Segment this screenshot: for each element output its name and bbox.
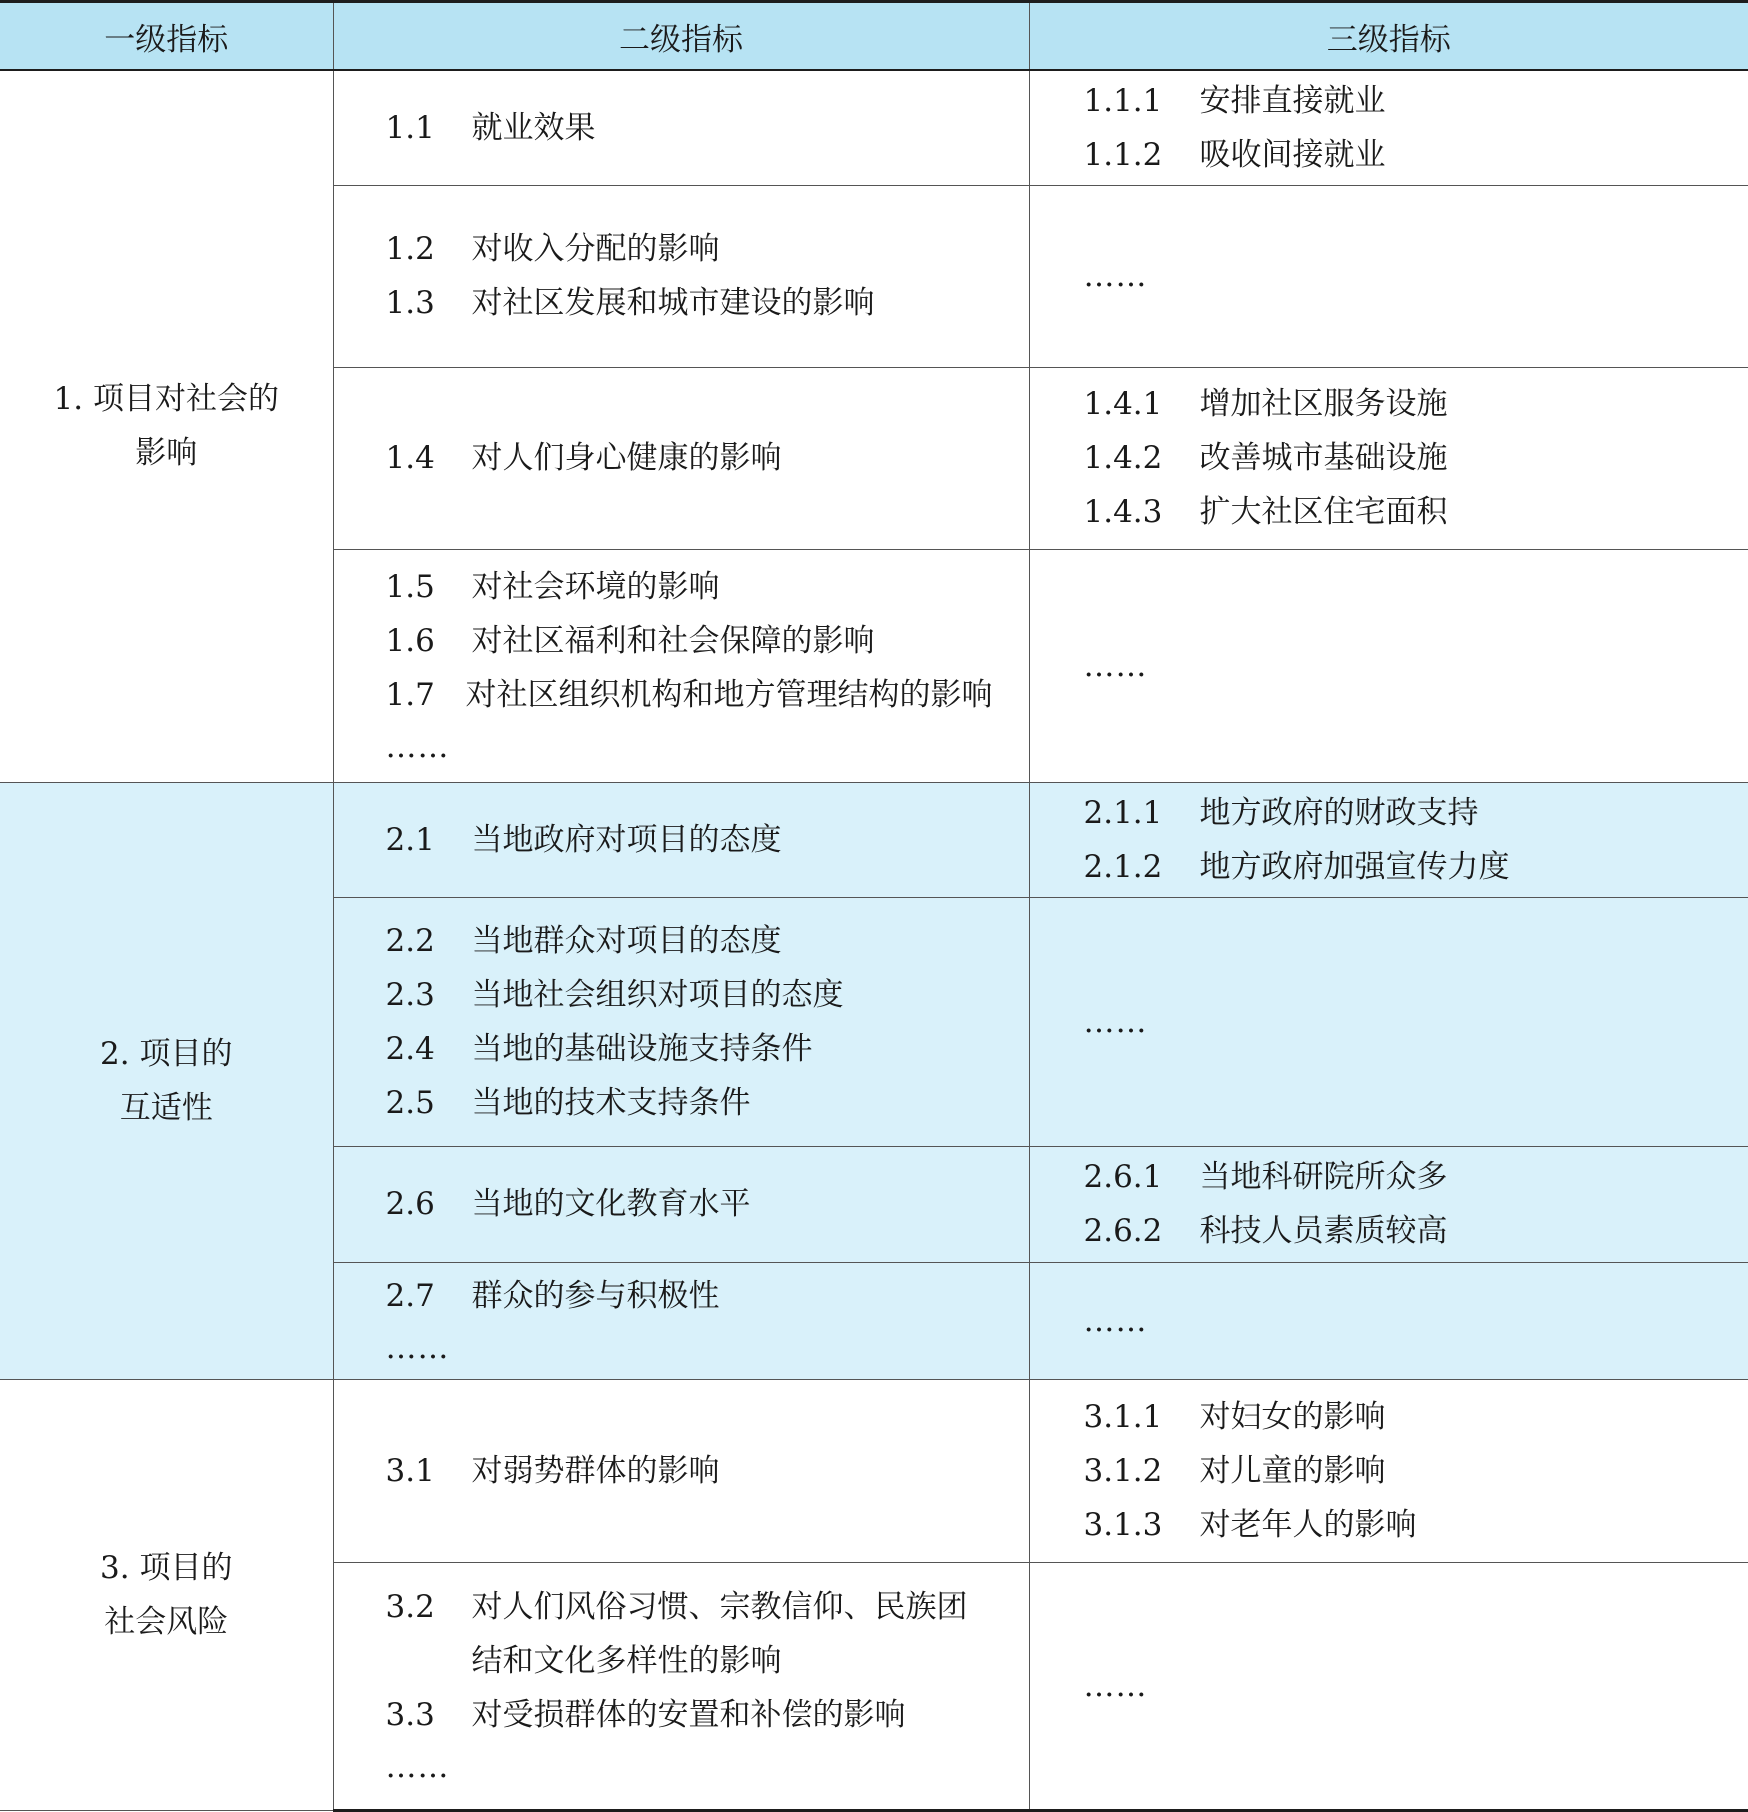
- level3-item: 3.1.1 对妇女的影响: [1084, 1390, 1748, 1444]
- level3-cell: [1029, 1379, 1748, 1562]
- level3-cell: [1029, 897, 1748, 1146]
- ellipsis: ……: [1084, 997, 1748, 1047]
- level2-item: 1.2 对收入分配的影响: [386, 222, 1029, 276]
- level2-item: 1.1 就业效果: [386, 101, 1029, 155]
- header-level2: 二级指标: [333, 2, 1029, 71]
- level1-cell: [0, 70, 333, 782]
- level2-cell: [333, 549, 1029, 782]
- level1-label: 3. 项目的: [0, 1541, 333, 1595]
- level2-cell: [333, 1146, 1029, 1262]
- level3-cell: [1029, 782, 1748, 897]
- level2-item: 2.4 当地的基础设施支持条件: [386, 1022, 1029, 1076]
- ellipsis: ……: [386, 1742, 1029, 1792]
- level3-cell: [1029, 549, 1748, 782]
- level2-item: 3.2 对人们风俗习惯、宗教信仰、民族团: [386, 1580, 1029, 1634]
- table-row: [0, 1379, 1748, 1562]
- ellipsis: ……: [1084, 251, 1748, 301]
- level3-item: 1.4.2 改善城市基础设施: [1084, 431, 1748, 485]
- level3-item: 2.6.1 当地科研院所众多: [1084, 1150, 1748, 1204]
- level2-cell: [333, 1562, 1029, 1810]
- level2-item-continued: 结和文化多样性的影响: [386, 1634, 1029, 1688]
- level3-item: 1.1.2 吸收间接就业: [1084, 128, 1748, 182]
- level2-item: 1.6 对社区福利和社会保障的影响: [386, 614, 1029, 668]
- level2-item: 2.6 当地的文化教育水平: [386, 1177, 1029, 1231]
- level3-item: 1.4.1 增加社区服务设施: [1084, 377, 1748, 431]
- header-row: [0, 2, 1748, 71]
- level2-item: 1.7 对社区组织机构和地方管理结构的影响: [386, 668, 1029, 722]
- level3-cell: [1029, 1262, 1748, 1379]
- level2-item: 2.5 当地的技术支持条件: [386, 1076, 1029, 1130]
- level1-label: 互适性: [0, 1081, 333, 1135]
- level2-item: 3.3 对受损群体的安置和补偿的影响: [386, 1688, 1029, 1742]
- ellipsis: ……: [386, 722, 1029, 772]
- level2-cell: [333, 70, 1029, 185]
- level2-item: 3.1 对弱势群体的影响: [386, 1444, 1029, 1498]
- level3-item: 1.1.1 安排直接就业: [1084, 74, 1748, 128]
- level2-item: 1.3 对社区发展和城市建设的影响: [386, 276, 1029, 330]
- level2-cell: [333, 185, 1029, 367]
- ellipsis: ……: [1084, 1296, 1748, 1346]
- level1-label: 1. 项目对社会的: [0, 372, 333, 426]
- level1-label: 2. 项目的: [0, 1027, 333, 1081]
- level3-cell: [1029, 367, 1748, 549]
- table-row: [0, 70, 1748, 185]
- level2-cell: [333, 897, 1029, 1146]
- level3-cell: [1029, 70, 1748, 185]
- table-row: [0, 782, 1748, 897]
- header-level1: 一级指标: [0, 2, 333, 71]
- level1-label: 社会风险: [0, 1595, 333, 1649]
- level1-cell: [0, 782, 333, 1379]
- level3-item: 3.1.2 对儿童的影响: [1084, 1444, 1748, 1498]
- level2-item: 1.4 对人们身心健康的影响: [386, 431, 1029, 485]
- ellipsis: ……: [386, 1323, 1029, 1373]
- level3-item: 2.1.1 地方政府的财政支持: [1084, 786, 1748, 840]
- ellipsis: ……: [1084, 641, 1748, 691]
- level1-cell: [0, 1379, 333, 1810]
- level3-cell: [1029, 1146, 1748, 1262]
- level2-item: 2.3 当地社会组织对项目的态度: [386, 968, 1029, 1022]
- header-level3: 三级指标: [1029, 2, 1748, 71]
- level2-cell: [333, 1262, 1029, 1379]
- level2-cell: [333, 782, 1029, 897]
- level2-item: 1.5 对社会环境的影响: [386, 560, 1029, 614]
- level2-cell: [333, 1379, 1029, 1562]
- level2-item: 2.7 群众的参与积极性: [386, 1269, 1029, 1323]
- level3-item: 2.6.2 科技人员素质较高: [1084, 1204, 1748, 1258]
- level3-item: 3.1.3 对老年人的影响: [1084, 1498, 1748, 1552]
- level3-cell: [1029, 1562, 1748, 1810]
- level3-item: 1.4.3 扩大社区住宅面积: [1084, 485, 1748, 539]
- level2-cell: [333, 367, 1029, 549]
- level3-item: 2.1.2 地方政府加强宣传力度: [1084, 840, 1748, 894]
- level1-label: 影响: [0, 426, 333, 480]
- ellipsis: ……: [1084, 1661, 1748, 1711]
- level2-item: 2.2 当地群众对项目的态度: [386, 914, 1029, 968]
- level3-cell: [1029, 185, 1748, 367]
- level2-item: 2.1 当地政府对项目的态度: [386, 813, 1029, 867]
